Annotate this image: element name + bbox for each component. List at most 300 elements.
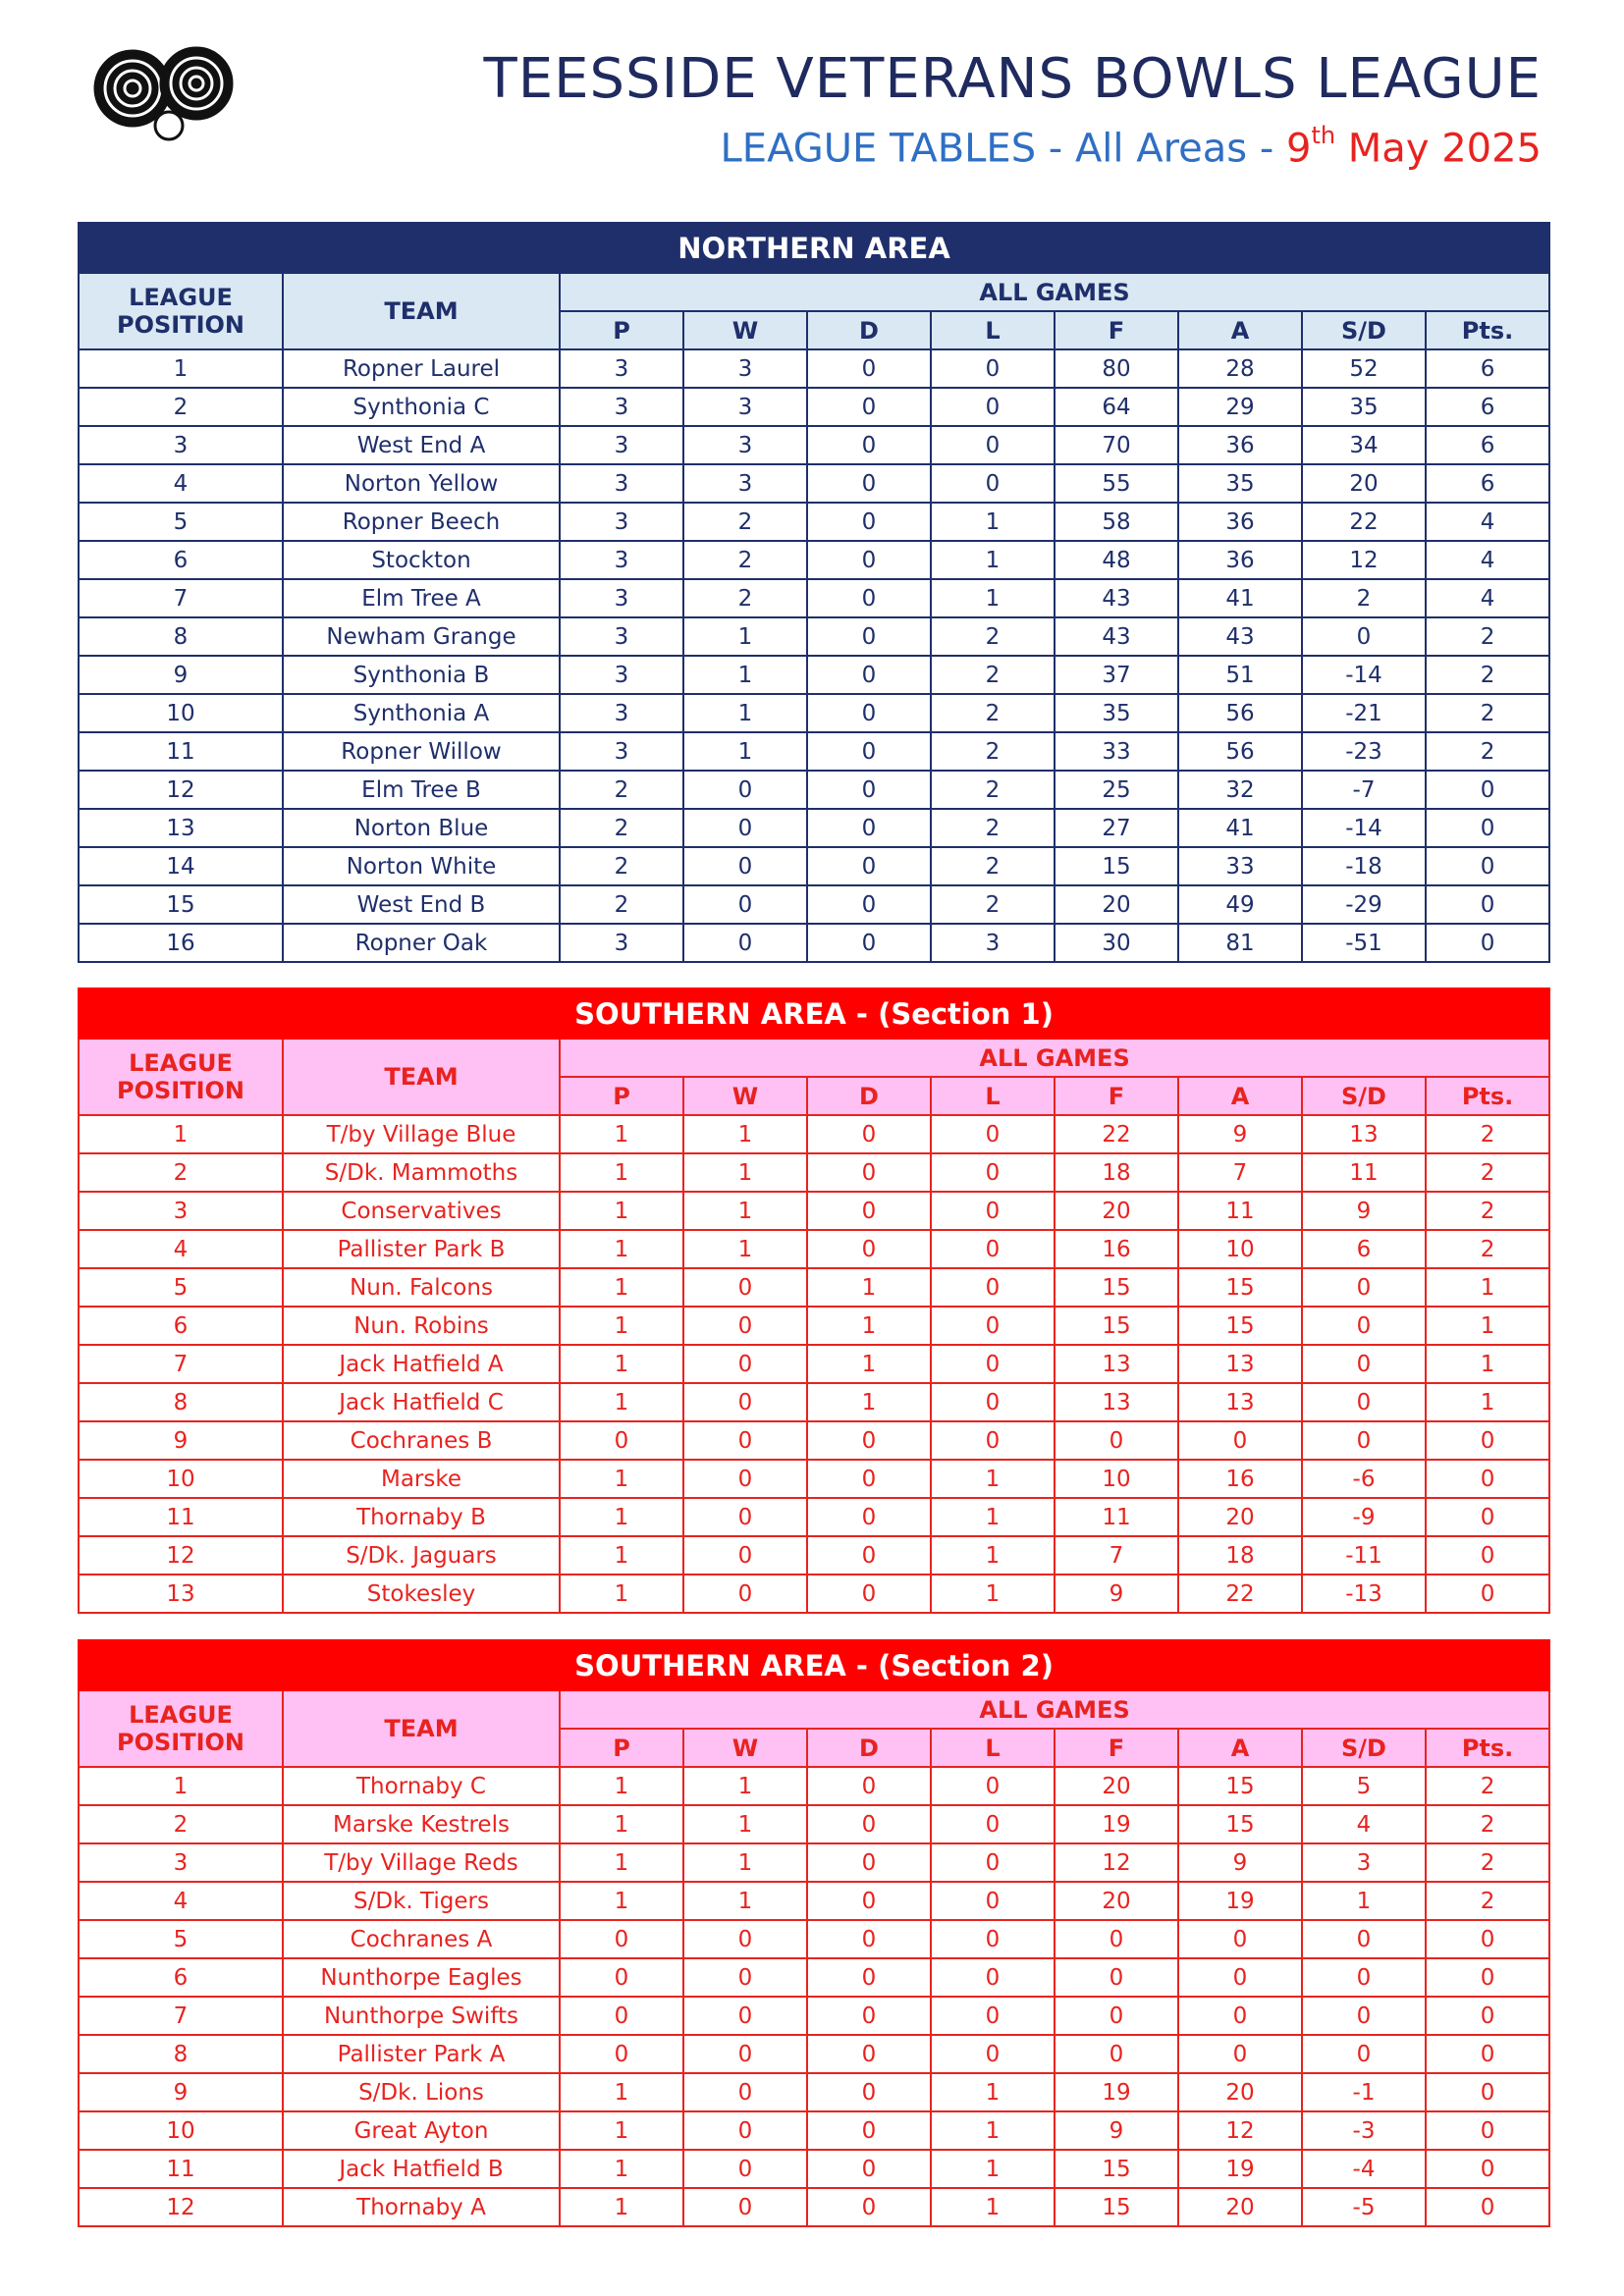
cell-played: 2 (560, 809, 683, 847)
cell-position: 3 (79, 426, 283, 464)
cell-for: 48 (1055, 541, 1178, 579)
cell-against: 41 (1178, 809, 1302, 847)
cell-lost: 0 (931, 464, 1055, 503)
cell-played: 3 (560, 503, 683, 541)
cell-against: 28 (1178, 349, 1302, 388)
cell-for: 10 (1055, 1460, 1178, 1498)
cell-won: 1 (683, 1843, 807, 1882)
cell-points: 2 (1426, 1843, 1549, 1882)
cell-position: 6 (79, 1307, 283, 1345)
cell-lost: 2 (931, 656, 1055, 694)
cell-for: 11 (1055, 1498, 1178, 1536)
cell-won: 1 (683, 1153, 807, 1192)
cell-against: 36 (1178, 503, 1302, 541)
cell-won: 0 (683, 847, 807, 885)
southern-area-section-2-table (78, 1639, 1550, 2227)
cell-points: 2 (1426, 617, 1549, 656)
cell-against: 15 (1178, 1307, 1302, 1345)
cell-points: 1 (1426, 1307, 1549, 1345)
cell-points: 6 (1426, 388, 1549, 426)
cell-shot-difference: 6 (1302, 1230, 1426, 1268)
table-row (79, 1805, 1549, 1843)
cell-team: Marske Kestrels (283, 1805, 560, 1843)
cell-points: 0 (1426, 809, 1549, 847)
table-row (79, 617, 1549, 656)
table-row (79, 503, 1549, 541)
cell-played: 1 (560, 2111, 683, 2150)
cell-drawn: 1 (807, 1383, 931, 1421)
table-row (79, 1997, 1549, 2035)
cell-for: 15 (1055, 1307, 1178, 1345)
cell-position: 16 (79, 924, 283, 962)
cell-team: Norton Blue (283, 809, 560, 847)
cell-for: 15 (1055, 1268, 1178, 1307)
cell-shot-difference: -6 (1302, 1460, 1426, 1498)
col-header-p: P (560, 1077, 683, 1115)
cell-against: 41 (1178, 579, 1302, 617)
cell-team: Nunthorpe Eagles (283, 1958, 560, 1997)
cell-played: 3 (560, 426, 683, 464)
cell-team: Thornaby A (283, 2188, 560, 2226)
cell-position: 7 (79, 1997, 283, 2035)
subtitle-prefix: LEAGUE TABLES - All Areas - (720, 126, 1286, 172)
cell-drawn: 0 (807, 388, 931, 426)
cell-position: 13 (79, 1575, 283, 1613)
table-row (79, 1192, 1549, 1230)
cell-points: 2 (1426, 694, 1549, 732)
col-header-team: TEAM (283, 1039, 560, 1115)
cell-lost: 0 (931, 1882, 1055, 1920)
table-row (79, 2073, 1549, 2111)
cell-drawn: 0 (807, 2188, 931, 2226)
cell-shot-difference: 5 (1302, 1767, 1426, 1805)
table-row (79, 579, 1549, 617)
col-header-w: W (683, 1729, 807, 1767)
cell-for: 15 (1055, 2188, 1178, 2226)
cell-position: 6 (79, 1958, 283, 1997)
cell-position: 12 (79, 1536, 283, 1575)
cell-won: 1 (683, 1192, 807, 1230)
cell-shot-difference: 0 (1302, 1307, 1426, 1345)
cell-drawn: 0 (807, 924, 931, 962)
cell-points: 0 (1426, 2035, 1549, 2073)
cell-drawn: 0 (807, 2035, 931, 2073)
col-header-w: W (683, 311, 807, 349)
cell-position: 13 (79, 809, 283, 847)
cell-drawn: 0 (807, 579, 931, 617)
cell-drawn: 0 (807, 1536, 931, 1575)
cell-points: 0 (1426, 2188, 1549, 2226)
table-row (79, 464, 1549, 503)
cell-played: 1 (560, 1882, 683, 1920)
table-row (79, 1268, 1549, 1307)
cell-against: 0 (1178, 1421, 1302, 1460)
col-header-w: W (683, 1077, 807, 1115)
cell-shot-difference: 2 (1302, 579, 1426, 617)
cell-won: 1 (683, 656, 807, 694)
cell-position: 11 (79, 732, 283, 771)
cell-lost: 1 (931, 541, 1055, 579)
cell-shot-difference: -29 (1302, 885, 1426, 924)
cell-for: 80 (1055, 349, 1178, 388)
cell-for: 13 (1055, 1383, 1178, 1421)
cell-for: 43 (1055, 579, 1178, 617)
cell-for: 0 (1055, 1958, 1178, 1997)
col-header-d: D (807, 1077, 931, 1115)
table-row (79, 732, 1549, 771)
cell-position: 10 (79, 2111, 283, 2150)
cell-team: Jack Hatfield A (283, 1345, 560, 1383)
cell-against: 15 (1178, 1805, 1302, 1843)
cell-points: 6 (1426, 464, 1549, 503)
cell-against: 33 (1178, 847, 1302, 885)
cell-won: 0 (683, 1997, 807, 2035)
cell-points: 1 (1426, 1345, 1549, 1383)
cell-drawn: 0 (807, 1805, 931, 1843)
table-row (79, 809, 1549, 847)
cell-team: T/by Village Blue (283, 1115, 560, 1153)
cell-against: 12 (1178, 2111, 1302, 2150)
cell-played: 2 (560, 771, 683, 809)
cell-won: 0 (683, 885, 807, 924)
cell-played: 1 (560, 1115, 683, 1153)
cell-against: 32 (1178, 771, 1302, 809)
cell-against: 19 (1178, 1882, 1302, 1920)
cell-won: 0 (683, 771, 807, 809)
cell-lost: 2 (931, 809, 1055, 847)
cell-shot-difference: 0 (1302, 1920, 1426, 1958)
cell-for: 19 (1055, 2073, 1178, 2111)
cell-position: 1 (79, 1767, 283, 1805)
table-row (79, 1536, 1549, 1575)
cell-lost: 1 (931, 2073, 1055, 2111)
table-row (79, 771, 1549, 809)
cell-for: 15 (1055, 2150, 1178, 2188)
col-header-a: A (1178, 1077, 1302, 1115)
cell-lost: 0 (931, 1805, 1055, 1843)
cell-won: 0 (683, 2150, 807, 2188)
cell-points: 2 (1426, 1115, 1549, 1153)
cell-shot-difference: -7 (1302, 771, 1426, 809)
cell-team: S/Dk. Mammoths (283, 1153, 560, 1192)
cell-played: 3 (560, 349, 683, 388)
col-header-team: TEAM (283, 273, 560, 349)
cell-shot-difference: -21 (1302, 694, 1426, 732)
col-header-l: L (931, 1077, 1055, 1115)
table-row (79, 388, 1549, 426)
cell-position: 8 (79, 2035, 283, 2073)
cell-lost: 0 (931, 1230, 1055, 1268)
cell-points: 2 (1426, 1882, 1549, 1920)
cell-against: 36 (1178, 541, 1302, 579)
cell-team: Nun. Falcons (283, 1268, 560, 1307)
cell-for: 37 (1055, 656, 1178, 694)
cell-lost: 1 (931, 1575, 1055, 1613)
table-row (79, 1421, 1549, 1460)
page-title: TEESSIDE VETERANS BOWLS LEAGUE (483, 47, 1542, 111)
cell-drawn: 0 (807, 1575, 931, 1613)
cell-played: 0 (560, 1997, 683, 2035)
cell-lost: 0 (931, 1958, 1055, 1997)
cell-won: 0 (683, 1345, 807, 1383)
cell-points: 4 (1426, 579, 1549, 617)
cell-points: 6 (1426, 426, 1549, 464)
cell-played: 1 (560, 2150, 683, 2188)
cell-against: 7 (1178, 1153, 1302, 1192)
cell-lost: 2 (931, 732, 1055, 771)
cell-won: 2 (683, 503, 807, 541)
cell-against: 81 (1178, 924, 1302, 962)
col-header-d: D (807, 1729, 931, 1767)
cell-position: 4 (79, 1230, 283, 1268)
col-header-sd: S/D (1302, 311, 1426, 349)
cell-position: 9 (79, 2073, 283, 2111)
cell-drawn: 0 (807, 1115, 931, 1153)
cell-against: 15 (1178, 1268, 1302, 1307)
subtitle-date: May 2025 (1335, 126, 1542, 172)
cell-team: Ropner Willow (283, 732, 560, 771)
cell-drawn: 0 (807, 809, 931, 847)
cell-shot-difference: -1 (1302, 2073, 1426, 2111)
cell-for: 70 (1055, 426, 1178, 464)
cell-shot-difference: 0 (1302, 1345, 1426, 1383)
cell-lost: 1 (931, 2150, 1055, 2188)
cell-position: 1 (79, 349, 283, 388)
col-header-l: L (931, 1729, 1055, 1767)
cell-position: 12 (79, 771, 283, 809)
col-header-position: LEAGUE POSITION (79, 273, 283, 349)
cell-shot-difference: 3 (1302, 1843, 1426, 1882)
table-row (79, 1767, 1549, 1805)
col-header-f: F (1055, 1077, 1178, 1115)
cell-shot-difference: 11 (1302, 1153, 1426, 1192)
table-body (79, 1115, 1549, 1613)
cell-team: Synthonia C (283, 388, 560, 426)
table-row (79, 541, 1549, 579)
col-header-f: F (1055, 311, 1178, 349)
cell-for: 22 (1055, 1115, 1178, 1153)
cell-shot-difference: 0 (1302, 2035, 1426, 2073)
cell-for: 18 (1055, 1153, 1178, 1192)
cell-played: 3 (560, 579, 683, 617)
cell-drawn: 0 (807, 349, 931, 388)
cell-points: 0 (1426, 847, 1549, 885)
col-header-p: P (560, 1729, 683, 1767)
cell-played: 1 (560, 1230, 683, 1268)
cell-shot-difference: -18 (1302, 847, 1426, 885)
table-row (79, 1153, 1549, 1192)
cell-against: 49 (1178, 885, 1302, 924)
cell-team: Elm Tree B (283, 771, 560, 809)
cell-team: West End B (283, 885, 560, 924)
cell-shot-difference: 9 (1302, 1192, 1426, 1230)
cell-for: 43 (1055, 617, 1178, 656)
cell-won: 3 (683, 388, 807, 426)
northern-area-table (78, 222, 1550, 963)
cell-drawn: 0 (807, 1958, 931, 1997)
cell-drawn: 0 (807, 771, 931, 809)
cell-won: 0 (683, 1958, 807, 1997)
cell-shot-difference: 0 (1302, 1958, 1426, 1997)
cell-against: 19 (1178, 2150, 1302, 2188)
cell-played: 3 (560, 541, 683, 579)
cell-played: 1 (560, 1153, 683, 1192)
cell-team: Jack Hatfield B (283, 2150, 560, 2188)
cell-shot-difference: 20 (1302, 464, 1426, 503)
cell-against: 22 (1178, 1575, 1302, 1613)
cell-position: 2 (79, 1153, 283, 1192)
cell-lost: 2 (931, 617, 1055, 656)
cell-won: 1 (683, 1805, 807, 1843)
cell-position: 7 (79, 579, 283, 617)
table-row (79, 694, 1549, 732)
cell-for: 20 (1055, 1192, 1178, 1230)
table-body (79, 349, 1549, 962)
table-row (79, 1115, 1549, 1153)
cell-lost: 0 (931, 1307, 1055, 1345)
cell-played: 0 (560, 1920, 683, 1958)
cell-shot-difference: 34 (1302, 426, 1426, 464)
cell-for: 55 (1055, 464, 1178, 503)
cell-played: 3 (560, 924, 683, 962)
cell-points: 0 (1426, 2073, 1549, 2111)
cell-drawn: 0 (807, 1882, 931, 1920)
cell-points: 2 (1426, 1767, 1549, 1805)
cell-team: Cochranes B (283, 1421, 560, 1460)
cell-position: 3 (79, 1843, 283, 1882)
cell-position: 5 (79, 1920, 283, 1958)
cell-won: 1 (683, 1767, 807, 1805)
cell-won: 0 (683, 809, 807, 847)
cell-won: 1 (683, 617, 807, 656)
cell-played: 1 (560, 1192, 683, 1230)
cell-drawn: 0 (807, 694, 931, 732)
subtitle-day-suffix: th (1311, 122, 1336, 149)
table-row (79, 1498, 1549, 1536)
cell-lost: 0 (931, 349, 1055, 388)
cell-shot-difference: 0 (1302, 1421, 1426, 1460)
cell-points: 0 (1426, 2150, 1549, 2188)
cell-lost: 0 (931, 1383, 1055, 1421)
cell-position: 4 (79, 1882, 283, 1920)
cell-position: 9 (79, 656, 283, 694)
cell-drawn: 0 (807, 2073, 931, 2111)
cell-played: 3 (560, 388, 683, 426)
cell-won: 0 (683, 2111, 807, 2150)
cell-played: 0 (560, 1421, 683, 1460)
cell-against: 43 (1178, 617, 1302, 656)
cell-points: 0 (1426, 771, 1549, 809)
cell-against: 0 (1178, 1958, 1302, 1997)
cell-drawn: 1 (807, 1268, 931, 1307)
cell-drawn: 0 (807, 1843, 931, 1882)
cell-shot-difference: 1 (1302, 1882, 1426, 1920)
col-header-all-games: ALL GAMES (560, 1690, 1549, 1729)
cell-team: Ropner Oak (283, 924, 560, 962)
cell-points: 0 (1426, 2111, 1549, 2150)
cell-shot-difference: -14 (1302, 809, 1426, 847)
cell-lost: 0 (931, 1345, 1055, 1383)
cell-shot-difference: -13 (1302, 1575, 1426, 1613)
cell-against: 13 (1178, 1345, 1302, 1383)
table-row (79, 1460, 1549, 1498)
table-row (79, 2188, 1549, 2226)
cell-points: 1 (1426, 1268, 1549, 1307)
cell-team: Great Ayton (283, 2111, 560, 2150)
cell-against: 10 (1178, 1230, 1302, 1268)
cell-played: 2 (560, 885, 683, 924)
table-row (79, 426, 1549, 464)
southern-area-section-1-table (78, 988, 1550, 1614)
table-title: SOUTHERN AREA - (Section 2) (79, 1640, 1549, 1690)
cell-drawn: 0 (807, 426, 931, 464)
cell-points: 2 (1426, 656, 1549, 694)
table-row (79, 885, 1549, 924)
cell-lost: 0 (931, 426, 1055, 464)
cell-for: 35 (1055, 694, 1178, 732)
cell-lost: 0 (931, 388, 1055, 426)
cell-for: 20 (1055, 885, 1178, 924)
cell-team: Newham Grange (283, 617, 560, 656)
cell-played: 2 (560, 847, 683, 885)
cell-shot-difference: 0 (1302, 1383, 1426, 1421)
cell-position: 4 (79, 464, 283, 503)
cell-against: 35 (1178, 464, 1302, 503)
cell-points: 4 (1426, 503, 1549, 541)
cell-lost: 0 (931, 1767, 1055, 1805)
cell-lost: 0 (931, 1421, 1055, 1460)
cell-won: 0 (683, 924, 807, 962)
table-row (79, 1575, 1549, 1613)
cell-won: 3 (683, 464, 807, 503)
cell-position: 6 (79, 541, 283, 579)
cell-against: 11 (1178, 1192, 1302, 1230)
cell-shot-difference: -11 (1302, 1536, 1426, 1575)
cell-for: 64 (1055, 388, 1178, 426)
col-header-pts: Pts. (1426, 311, 1549, 349)
cell-points: 0 (1426, 1920, 1549, 1958)
cell-shot-difference: -23 (1302, 732, 1426, 771)
cell-points: 0 (1426, 1997, 1549, 2035)
cell-shot-difference: 4 (1302, 1805, 1426, 1843)
cell-for: 7 (1055, 1536, 1178, 1575)
cell-against: 20 (1178, 2073, 1302, 2111)
cell-points: 2 (1426, 732, 1549, 771)
cell-team: T/by Village Reds (283, 1843, 560, 1882)
cell-lost: 0 (931, 1843, 1055, 1882)
cell-against: 51 (1178, 656, 1302, 694)
cell-lost: 2 (931, 771, 1055, 809)
cell-won: 1 (683, 1230, 807, 1268)
cell-played: 0 (560, 2035, 683, 2073)
cell-team: Synthonia A (283, 694, 560, 732)
cell-played: 1 (560, 1575, 683, 1613)
cell-against: 0 (1178, 1920, 1302, 1958)
cell-shot-difference: -5 (1302, 2188, 1426, 2226)
cell-drawn: 0 (807, 464, 931, 503)
cell-points: 0 (1426, 1460, 1549, 1498)
cell-played: 1 (560, 1383, 683, 1421)
col-header-all-games: ALL GAMES (560, 273, 1549, 311)
cell-team: Stockton (283, 541, 560, 579)
col-header-position: LEAGUE POSITION (79, 1690, 283, 1767)
col-header-pts: Pts. (1426, 1077, 1549, 1115)
cell-won: 0 (683, 1920, 807, 1958)
cell-lost: 2 (931, 694, 1055, 732)
cell-position: 5 (79, 503, 283, 541)
cell-lost: 2 (931, 885, 1055, 924)
cell-against: 15 (1178, 1767, 1302, 1805)
